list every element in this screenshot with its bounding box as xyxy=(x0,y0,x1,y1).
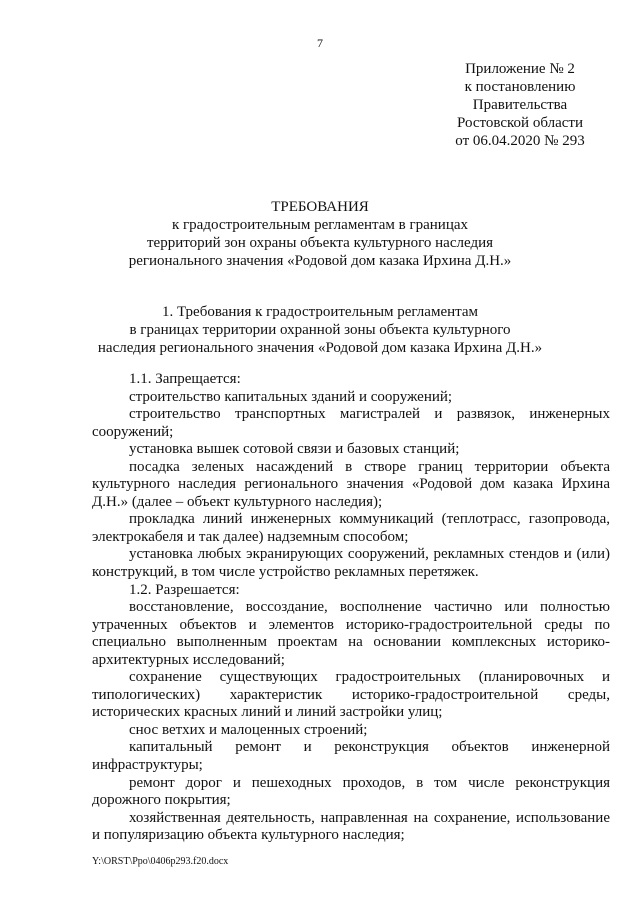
page-number: 7 xyxy=(317,36,323,50)
document-title xyxy=(0,198,640,270)
appendix-line: к постановлению xyxy=(464,79,576,95)
list-item: посадка зеленых насаждений в створе границ территории объекта культурного наследия регионального значения «Родовой дом казака Ирхина Д.Н.» (далее – объект культурного наследия); xyxy=(92,458,610,510)
list-item: ремонт дорог и пешеходных проходов, в том числе реконструкция дорожного покрытия; xyxy=(92,774,610,809)
list-item: снос ветхих и малоценных строений; xyxy=(129,721,368,738)
list-item: восстановление, воссоздание, восполнение частично или полностью утраченных объектов и элементов историко-градостроительной среды по специально выполненным проектам на основании комплексных историко-архитектурных исследований; xyxy=(92,599,610,668)
clause-heading: 1.1. Запрещается: xyxy=(129,371,241,387)
title-line: к градостроительным регламентам в границах xyxy=(171,217,469,233)
title-line: ТРЕБОВАНИЯ xyxy=(271,199,369,215)
clause-heading: 1.2. Разрешается: xyxy=(129,581,240,598)
title-line: регионального значения «Родовой дом казака Ирхина Д.Н.» xyxy=(128,253,512,269)
list-item: строительство транспортных магистралей и развязок, инженерных сооружений; xyxy=(92,406,610,440)
appendix-header xyxy=(440,60,600,150)
document-body xyxy=(92,371,610,845)
list-item: строительство капитальных зданий и сооружений; xyxy=(129,388,453,405)
title-line: территорий зон охраны объекта культурного наследия xyxy=(147,235,493,251)
appendix-line: Правительства xyxy=(472,97,568,113)
appendix-line: Ростовской области xyxy=(457,115,583,131)
appendix-line: от 06.04.2020 № 293 xyxy=(455,133,585,149)
list-item: установка вышек сотовой связи и базовых станций; xyxy=(129,441,460,458)
appendix-line: Приложение № 2 xyxy=(465,61,575,77)
list-item: прокладка линий инженерных коммуникаций (теплотрасс, газопровода, электрокабеля и так далее) надземным способом; xyxy=(92,511,610,545)
list-item: хозяйственная деятельность, направленная на сохранение, использование и популяризацию объекта культурного наследия; xyxy=(92,809,610,844)
list-item: установка любых экранирующих сооружений, рекламных стендов и (или) конструкций, в том числе устройство рекламных перетяжек. xyxy=(92,546,610,581)
list-item: капитальный ремонт и реконструкция объектов инженерной инфраструктуры; xyxy=(92,739,610,774)
list-item: сохранение существующих градостроительных (планировочных и типологических) характеристик историко-градостроительной среды, исторических красных линий и линий застройки улиц; xyxy=(92,669,610,721)
file-path-footer: Y:\ORST\Ppo\0406p293.f20.docx xyxy=(92,856,229,867)
section-heading-line: в границах территории охранной зоны объекта культурного xyxy=(129,322,511,338)
section-heading xyxy=(0,303,640,357)
section-heading-line: 1. Требования к градостроительным регламентам xyxy=(161,304,479,320)
section-heading-line: наследия регионального значения «Родовой дом казака Ирхина Д.Н.» xyxy=(97,340,543,356)
